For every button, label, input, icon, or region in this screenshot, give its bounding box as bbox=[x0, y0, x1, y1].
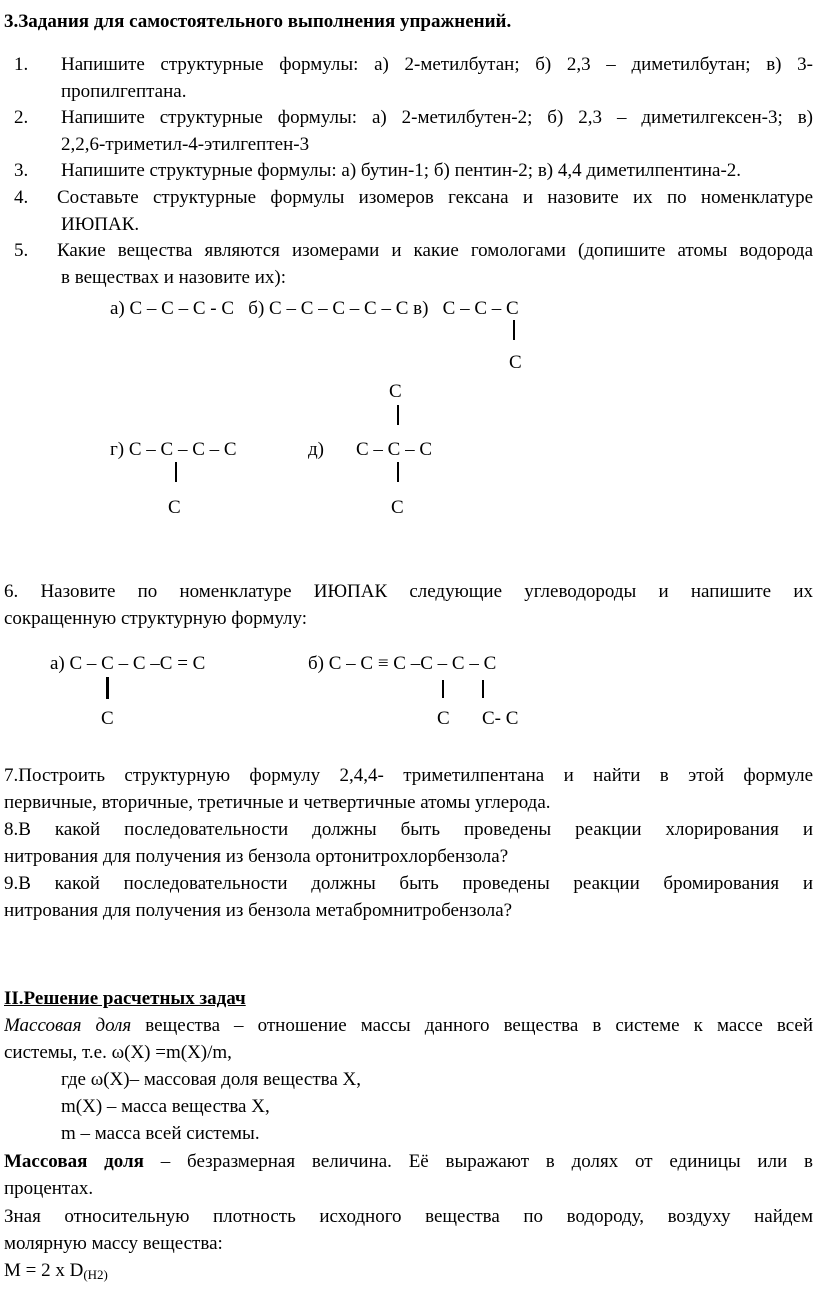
task-number: 3. bbox=[14, 160, 29, 181]
task6-line1: 6. Назовите по номенклатуре ИЮПАК следующие углеводороды и напишите их bbox=[4, 581, 813, 602]
task9-line2: нитрования для получения из бензола метабромнитробензола? bbox=[4, 900, 513, 921]
mass-fraction-def-line1 bbox=[4, 1012, 813, 1039]
formula-row-abv: а) С – С – С - С б) С – С – С – С – С в) С – С – С bbox=[110, 298, 519, 319]
task7-line2: первичные, вторичные, третичные и четвертичные атомы углерода. bbox=[4, 792, 551, 813]
where-line1: где ω(X)– массовая доля вещества X, bbox=[61, 1069, 361, 1090]
task-text-line1: Напишите структурные формулы: а) 2-метилбутан; б) 2,3 – диметилбутан; в) 3- bbox=[61, 54, 813, 75]
task-text-line1: Какие вещества являются изомерами и какие гомологами (допишите атомы водорода bbox=[57, 240, 813, 261]
task-number: 1. bbox=[14, 54, 29, 75]
formula-g: г) С – С – С – С bbox=[110, 439, 237, 460]
task-text-line2: 2,2,6-триметил-4-этилгептен-3 bbox=[61, 134, 310, 155]
where-line3: m – масса всей системы. bbox=[61, 1123, 260, 1144]
task-text-line2: в веществах и назовите их): bbox=[61, 267, 287, 288]
task-number: 2. bbox=[14, 107, 29, 128]
formula-v-branch: С bbox=[509, 352, 522, 373]
def-text: вещества – отношение массы данного вещества в системе к массе всей bbox=[131, 1015, 813, 1036]
task-number: 4. bbox=[14, 187, 29, 208]
task-text-line2: ИЮПАК. bbox=[61, 214, 140, 235]
formula-d: С – С – С bbox=[356, 439, 433, 460]
task-text-line1: Напишите структурные формулы: а) бутин-1; б) пентин-2; в) 4,4 диметилпентина-2. bbox=[61, 160, 742, 181]
bond-vertical bbox=[175, 462, 177, 482]
section2-title: II.Решение расчетных задач bbox=[4, 988, 246, 1009]
bond-vertical bbox=[397, 405, 399, 425]
formula-main: М = 2 х D bbox=[4, 1260, 84, 1281]
mass-fraction-def-line2: системы, т.е. ω(X) =m(X)/m, bbox=[4, 1042, 232, 1063]
density-line2: молярную массу вещества: bbox=[4, 1233, 223, 1254]
task-text-line1: Составьте структурные формулы изомеров гексана и назовите их по номенклатуре bbox=[57, 187, 813, 208]
bond-vertical bbox=[482, 680, 484, 698]
formula-d-branch: С bbox=[391, 497, 404, 518]
term-mass-fraction-bold: Массовая доля bbox=[4, 1151, 144, 1172]
dim-text: – безразмерная величина. Её выражают в долях от единицы или в bbox=[143, 1151, 813, 1172]
term-mass-fraction: Массовая доля bbox=[4, 1015, 132, 1036]
section-heading: 3.Задания для самостоятельного выполнения упражнений. bbox=[4, 11, 512, 32]
task-text-line1: Напишите структурные формулы: а) 2-метилбутен-2; б) 2,3 – диметилгексен-3; в) bbox=[61, 107, 813, 128]
bond-vertical bbox=[442, 680, 444, 698]
formula-6b: б) С – С ≡ С –С – С – С bbox=[308, 653, 497, 674]
formula-g-branch: С bbox=[168, 497, 181, 518]
task-text-line2: пропилгептана. bbox=[61, 81, 187, 102]
formula-d-label: д) bbox=[308, 439, 324, 460]
formula-6b-branch2: С- С bbox=[482, 708, 519, 729]
task-number: 5. bbox=[14, 240, 29, 261]
task8-line2: нитрования для получения из бензола ортонитрохлорбензола? bbox=[4, 846, 509, 867]
formula-6a: а) С – С – С –С = С bbox=[50, 653, 206, 674]
bond-vertical bbox=[513, 320, 515, 340]
bond-vertical bbox=[397, 462, 399, 482]
formula-6a-branch: С bbox=[101, 708, 114, 729]
density-line1: Зная относительную плотность исходного вещества по водороду, воздуху найдем bbox=[4, 1206, 813, 1227]
task6-line2: сокращенную структурную формулу: bbox=[4, 608, 308, 629]
molar-mass-formula bbox=[4, 1257, 108, 1285]
formula-6b-branch1: С bbox=[437, 708, 450, 729]
dimensionless-line2: процентах. bbox=[4, 1178, 94, 1199]
formula-d-top: С bbox=[389, 381, 402, 402]
task8-line1: 8.В какой последовательности должны быть проведены реакции хлорирования и bbox=[4, 819, 813, 840]
formula-subscript: (H2) bbox=[83, 1267, 108, 1282]
dimensionless-line1 bbox=[4, 1148, 813, 1175]
where-line2: m(X) – масса вещества X, bbox=[61, 1096, 270, 1117]
task7-line1: 7.Построить структурную формулу 2,4,4- триметилпентана и найти в этой формуле bbox=[4, 765, 813, 786]
bond-vertical bbox=[106, 677, 109, 699]
task9-line1: 9.В какой последовательности должны быть проведены реакции бромирования и bbox=[4, 873, 813, 894]
